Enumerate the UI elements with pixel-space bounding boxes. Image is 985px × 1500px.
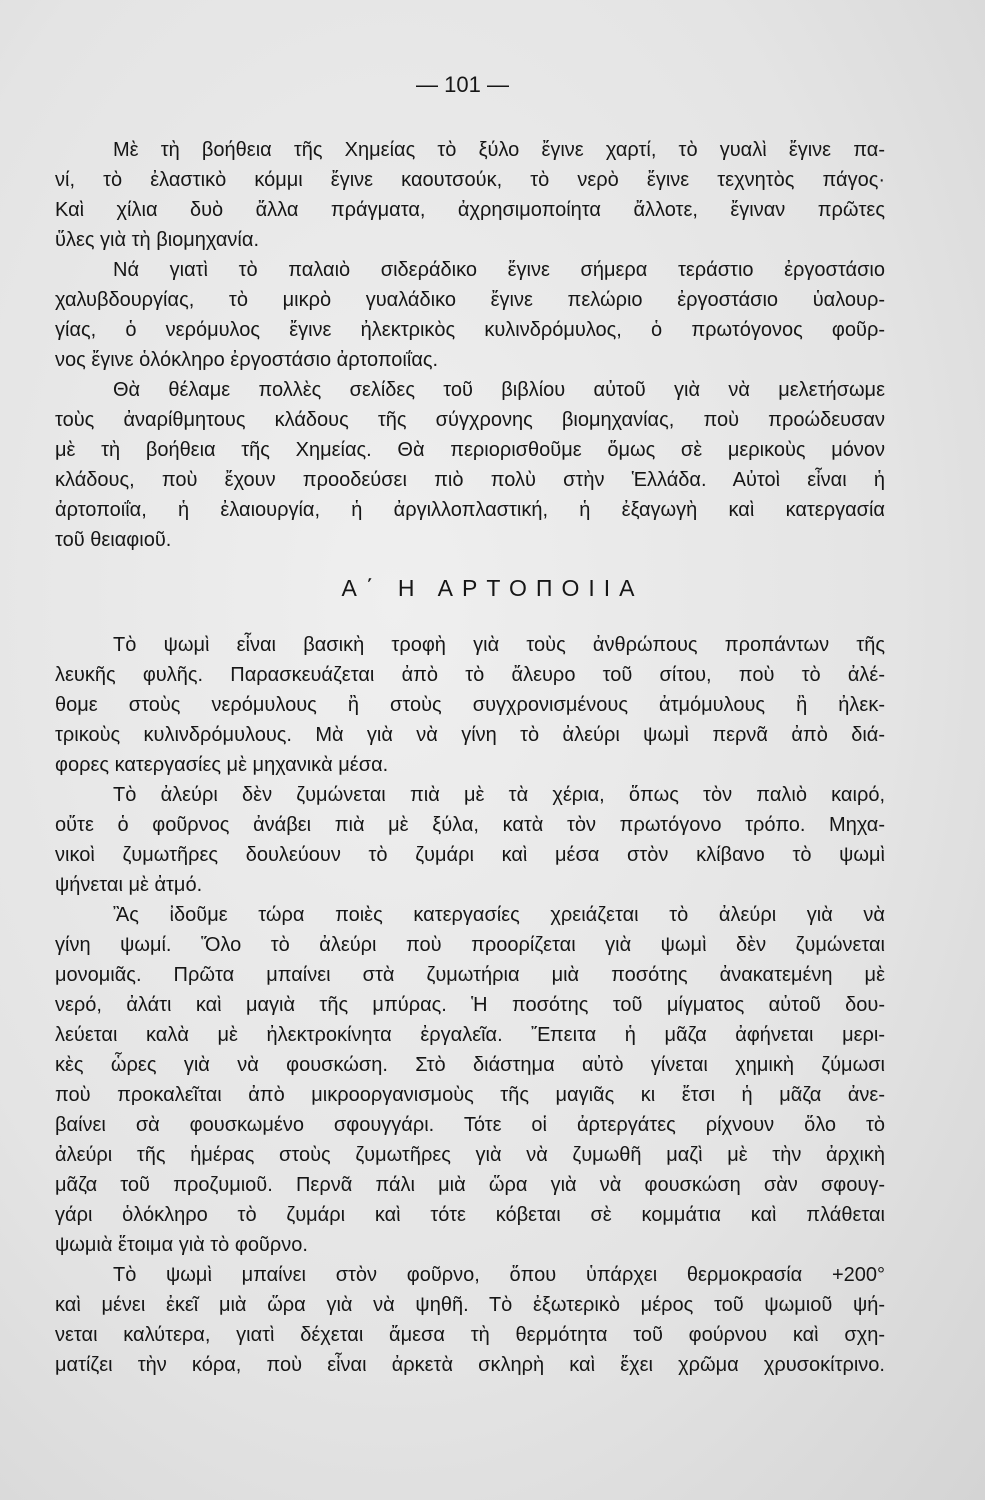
text-line: μονομιᾶς. Πρῶτα μπαίνει στὰ ζυμωτήρια μιὰ ποσότης ἀνακατεμένη μὲ (55, 964, 885, 986)
text-line: ματίζει τὴν κόρα, ποὺ εἶναι ἀρκετὰ σκληρὴ καὶ ἔχει χρῶμα χρυσοκίτρινο. (55, 1354, 885, 1376)
text-line: ποὺ προκαλεῖται ἀπὸ μικροοργανισμοὺς τῆς μαγιᾶς κι ἔτσι ἡ μᾶζα ἀνε- (55, 1084, 885, 1106)
text-line: Ἂς ἰδοῦμε τώρα ποιὲς κατεργασίες χρειάζεται τὸ ἀλεύρι γιὰ νὰ (113, 904, 885, 926)
text-line: χαλυβδουργίας, τὸ μικρὸ γυαλάδικο ἔγινε πελώριο ἐργοστάσιο ὑαλουρ- (55, 289, 885, 311)
text-line: λεύεται καλὰ μὲ ἠλεκτροκίνητα ἐργαλεῖα. Ἔπειτα ἡ μᾶζα ἀφήνεται μερι- (55, 1024, 885, 1046)
text-line: τοῦ θειαφιοῦ. (55, 529, 172, 551)
text-line: ὕλες γιὰ τὴ βιομηχανία. (55, 229, 259, 251)
text-line: γίνη ψωμί. Ὅλο τὸ ἀλεύρι ποὺ προορίζεται γιὰ ψωμὶ δὲν ζυμώνεται (55, 934, 885, 956)
text-line: μὲ τὴ βοήθεια τῆς Χημείας. Θὰ περιορισθοῦμε ὅμως σὲ μερικοὺς μόνον (55, 439, 885, 461)
text-line: λευκῆς φυλῆς. Παρασκευάζεται ἀπὸ τὸ ἄλευρο τοῦ σίτου, ποὺ τὸ ἀλέ- (55, 664, 885, 686)
text-line: Νά γιατὶ τὸ παλαιὸ σιδεράδικο ἔγινε σήμερα τεράστιο ἐργοστάσιο (113, 259, 885, 281)
text-line: βαίνει σὰ φουσκωμένο σφουγγάρι. Τότε οἱ ἀρτεργάτες ρίχνουν ὅλο τὸ (55, 1114, 885, 1136)
text-line: καὶ μένει ἐκεῖ μιὰ ὥρα γιὰ νὰ ψηθῆ. Τὸ ἐξωτερικὸ μέρος τοῦ ψωμιοῦ ψή- (55, 1294, 885, 1316)
text-line: νερό, ἀλάτι καὶ μαγιὰ τῆς μπύρας. Ἡ ποσότης τοῦ μίγματος αὐτοῦ δου- (55, 994, 885, 1016)
page-number: — 101 — (416, 72, 509, 97)
paragraph (55, 135, 885, 255)
text-line: Θὰ θέλαμε πολλὲς σελίδες τοῦ βιβλίου αὐτοῦ γιὰ νὰ μελετήσωμε (113, 379, 885, 401)
text-line: Τὸ ἀλεύρι δὲν ζυμώνεται πιὰ μὲ τὰ χέρια, ὅπως τὸν παλιὸ καιρό, (113, 784, 885, 806)
text-line: νος ἔγινε ὁλόκληρο ἐργοστάσιο ἀρτοποιΐας. (55, 349, 439, 371)
text-line: μᾶζα τοῦ προζυμιοῦ. Περνᾶ πάλι μιὰ ὥρα γιὰ νὰ φουσκώση σὰν σφουγ- (55, 1174, 885, 1196)
paragraph (55, 780, 885, 900)
text-line: ψήνεται μὲ ἀτμό. (55, 874, 203, 896)
text-line: ψωμιὰ ἕτοιμα γιὰ τὸ φοῦρνο. (55, 1234, 308, 1256)
text-line: κλάδους, ποὺ ἔχουν προοδεύσει πιὸ πολὺ στὴν Ἑλλάδα. Αὐτοὶ εἶναι ἡ (55, 469, 885, 491)
text-line: θομε στοὺς νερόμυλους ἢ στοὺς συγχρονισμένους ἀτμόμυλους ἢ ἠλεκ- (55, 694, 885, 716)
bread-making-section (55, 630, 885, 1380)
text-line: Τὸ ψωμὶ μπαίνει στὸν φοῦρνο, ὅπου ὑπάρχει θερμοκρασία +200° (113, 1264, 885, 1286)
text-line: γίας, ὁ νερόμυλος ἔγινε ἠλεκτρικὸς κυλινδρόμυλος, ὁ πρωτόγονος φοῦρ- (55, 319, 885, 341)
text-line: Μὲ τὴ βοήθεια τῆς Χημείας τὸ ξύλο ἔγινε χαρτί, τὸ γυαλὶ ἔγινε πα- (113, 139, 885, 161)
text-line: κὲς ὧρες γιὰ νὰ φουσκώση. Στὸ διάστημα αὐτὸ γίνεται χημικὴ ζύμωσι (55, 1054, 885, 1076)
paragraph (55, 375, 885, 555)
text-line: νεται καλύτερα, γιατὶ δέχεται ἄμεσα τὴ θερμότητα τοῦ φούρνου καὶ σχη- (55, 1324, 885, 1346)
text-line: ἀρτοποιΐα, ἡ ἐλαιουργία, ἡ ἀργιλλοπλαστική, ἡ ἐξαγωγὴ καὶ κατεργασία (55, 499, 885, 521)
text-line: νικοὶ ζυμωτῆρες δουλεύουν τὸ ζυμάρι καὶ μέσα στὸν κλίβανο τὸ ψωμὶ (55, 844, 885, 866)
paragraph (55, 630, 885, 780)
text-line: ἀλεύρι τῆς ἡμέρας στοὺς ζυμωτῆρες γιὰ νὰ ζυμωθῆ μαζὶ μὲ τὴν ἀρχικὴ (55, 1144, 885, 1166)
text-line: νί, τὸ ἐλαστικὸ κόμμι ἔγινε καουτσούκ, τὸ νερὸ ἔγινε τεχνητὸς πάγος· (55, 169, 885, 191)
paragraph (55, 900, 885, 1260)
text-line: Καὶ χίλια δυὸ ἄλλα πράγματα, ἀχρησιμοποίητα ἄλλοτε, ἔγιναν πρῶτες (55, 199, 885, 221)
text-line: γάρι ὁλόκληρο τὸ ζυμάρι καὶ τότε κόβεται σὲ κομμάτια καὶ πλάθεται (55, 1204, 885, 1226)
intro-section (55, 135, 885, 555)
text-line: τρικοὺς κυλινδρόμυλους. Μὰ γιὰ νὰ γίνη τὸ ἀλεύρι ψωμὶ περνᾶ ἀπὸ διά- (55, 724, 885, 746)
paragraph (55, 1260, 885, 1380)
text-line: Τὸ ψωμὶ εἶναι βασικὴ τροφὴ γιὰ τοὺς ἀνθρώπους προπάντων τῆς (113, 634, 885, 656)
text-line: τοὺς ἀναρίθμητους κλάδους τῆς σύγχρονης βιομηχανίας, ποὺ προώδευσαν (55, 409, 885, 431)
text-line: οὔτε ὁ φοῦρνος ἀνάβει πιὰ μὲ ξύλα, κατὰ τὸν πρωτόγονο τρόπο. Μηχα- (55, 814, 885, 836)
text-line: φορες κατεργασίες μὲ μηχανικὰ μέσα. (55, 754, 389, 776)
chapter-heading: Α΄ Η ΑΡΤΟΠΟΙΙΑ (341, 575, 644, 601)
paragraph (55, 255, 885, 375)
